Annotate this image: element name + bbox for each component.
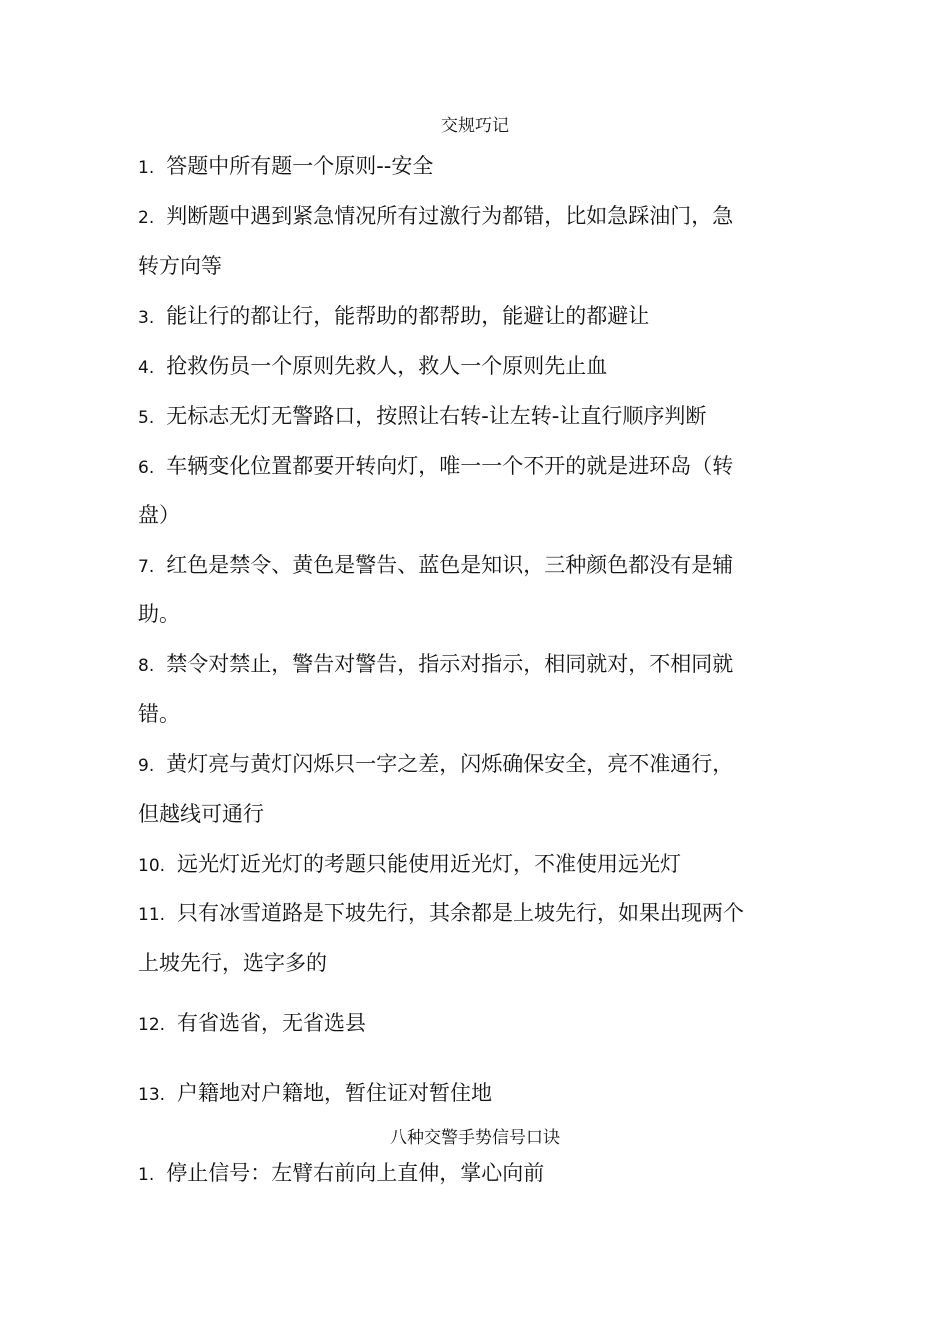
- rule-number: 5.: [138, 408, 155, 428]
- rule-number: 13.: [138, 1085, 166, 1105]
- rule-item-1: [138, 151, 828, 183]
- rule-item-11-continued: 上坡先行，选字多的: [138, 951, 327, 975]
- section-title: 八种交警手势信号口诀: [390, 1128, 560, 1148]
- rule-text: 抢救伤员一个原则先救人，救人一个原则先止血: [166, 354, 608, 378]
- rule-number: 7.: [138, 557, 155, 577]
- rule-text: 红色是禁令、黄色是警告、蓝色是知识，三种颜色都没有是辅: [166, 553, 734, 577]
- rule-item-8: [138, 649, 828, 681]
- rule-number: 4.: [138, 358, 155, 378]
- rule-item-11: [138, 898, 828, 930]
- rule-number: 6.: [138, 458, 155, 478]
- rule-text: 只有冰雪道路是下坡先行，其余都是上坡先行，如果出现两个: [177, 901, 745, 925]
- rule-text: 判断题中遇到紧急情况所有过激行为都错，比如急踩油门，急: [166, 204, 734, 228]
- rule-item-5: [138, 401, 828, 433]
- rule-text: 车辆变化位置都要开转向灯，唯一一个不开的就是进环岛（转: [166, 454, 734, 478]
- rule-item-7-continued: 助。: [138, 602, 180, 626]
- rule-text: 无标志无灯无警路口，按照让右转-让左转-让直行顺序判断: [166, 404, 707, 428]
- rule-item-9-continued: 但越线可通行: [138, 802, 264, 826]
- rule-item-6: [138, 451, 828, 483]
- rule-item-2: [138, 201, 828, 233]
- rule-text: 有省选省，无省选县: [177, 1011, 367, 1035]
- gesture-item-1: [138, 1158, 828, 1190]
- rule-item-9: [138, 749, 828, 781]
- document-title: 交规巧记: [441, 116, 509, 136]
- rule-text: 远光灯近光灯的考题只能使用近光灯，不准使用远光灯: [177, 852, 682, 876]
- rule-item-8-continued: 错。: [138, 702, 180, 726]
- rule-item-13: [138, 1078, 828, 1110]
- rule-number: 3.: [138, 308, 155, 328]
- rule-number: 12.: [138, 1015, 166, 1035]
- gesture-number: 1.: [138, 1165, 155, 1185]
- rule-item-6-continued: 盘）: [138, 503, 180, 527]
- rule-item-10: [138, 849, 828, 881]
- rule-number: 1.: [138, 158, 155, 178]
- rule-text: 黄灯亮与黄灯闪烁只一字之差，闪烁确保安全，亮不准通行，: [166, 752, 734, 776]
- rule-text: 能让行的都让行，能帮助的都帮助，能避让的都避让: [166, 304, 650, 328]
- rule-text: 禁令对禁止，警告对警告，指示对指示，相同就对，不相同就: [166, 652, 734, 676]
- rule-item-7: [138, 550, 828, 582]
- rule-item-2-continued: 转方向等: [138, 254, 222, 278]
- rule-number: 10.: [138, 856, 166, 876]
- rule-number: 8.: [138, 656, 155, 676]
- rule-number: 11.: [138, 905, 166, 925]
- rule-item-12: [138, 1008, 828, 1040]
- rule-number: 2.: [138, 208, 155, 228]
- rule-text: 答题中所有题一个原则--安全: [166, 154, 434, 178]
- gesture-text: 停止信号：左臂右前向上直伸，掌心向前: [166, 1161, 545, 1185]
- rule-text: 户籍地对户籍地，暂住证对暂住地: [177, 1081, 493, 1105]
- rule-item-3: [138, 301, 828, 333]
- rule-item-4: [138, 351, 828, 383]
- rule-number: 9.: [138, 756, 155, 776]
